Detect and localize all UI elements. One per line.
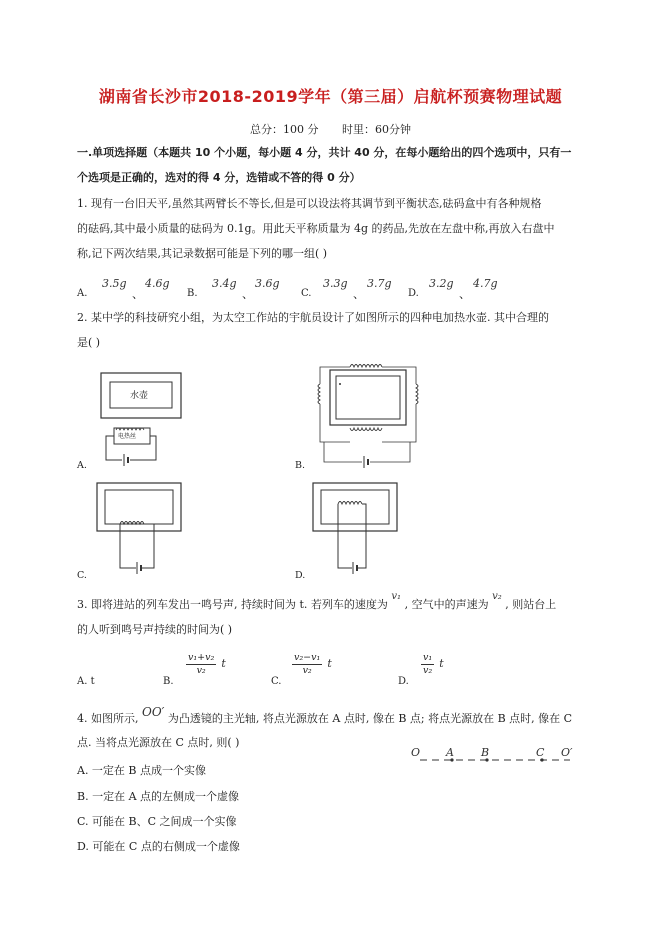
q1-option-b-sep: 、 <box>242 287 254 301</box>
axis-label-a: A <box>446 746 454 759</box>
q2-line1: 2. 某中学的科技研究小组，为太空工作站的宇航员设计了如图所示的四种电加热水壶. 其中合理的 <box>77 311 549 324</box>
q2-option-d-label: D. <box>295 570 306 581</box>
q3-b-t: t <box>221 657 226 670</box>
diagram-b <box>316 362 426 467</box>
q4-line1-part1: 4. 如图所示, <box>77 712 139 725</box>
q1-line2: 的砝码,其中最小质量的砝码为 0.1g。用此天平称质量为 4g 的药品,先放在左盘中称,再放入右盘中 <box>77 222 555 235</box>
q2-option-b-label: B. <box>295 460 306 471</box>
q1-options <box>77 273 577 303</box>
q3-b-denominator: v₂ <box>196 665 206 676</box>
q3-line1-part3: , 则站台上 <box>505 598 557 611</box>
q3-c-numerator: v₂−v₁ <box>294 652 321 663</box>
axis-label-c: C <box>536 746 545 759</box>
q3-option-d-label: D. <box>398 676 409 687</box>
q1-option-c-label: C. <box>301 288 312 299</box>
q4-option-d: D. 可能在 C 点的右侧成一个虚像 <box>77 840 240 853</box>
q3-d-numerator: v₁ <box>423 652 433 663</box>
q3-d-t: t <box>439 657 444 670</box>
q3-option-c-label: C. <box>271 676 282 687</box>
q3-v1: v₁ <box>391 591 402 602</box>
q3-line1-part1: 3. 即将进站的列车发出一鸣号声, 持续时间为 t. 若列车的速度为 <box>77 598 388 611</box>
diagram-c <box>96 482 186 577</box>
page-title: 湖南省长沙市2018-2019学年（第三届）启航杯预赛物理试题 <box>98 87 563 106</box>
q4-line1-part2: 为凸透镜的主光轴, 将点光源放在 A 点时, 像在 B 点; 将点光源放在 B 点时, 像在 C <box>167 712 573 725</box>
q3-option-d-expr <box>421 652 444 677</box>
q3-option-a: A. t <box>77 676 95 687</box>
q3-c-denominator: v₂ <box>302 665 312 676</box>
section-heading-line2: 个选项是正确的，选对的得 4 分，选错或不答的得 0 分） <box>77 171 361 184</box>
exam-meta <box>0 121 661 137</box>
diagram-d <box>312 482 402 577</box>
q3-option-b-expr <box>186 652 226 677</box>
q3-b-numerator: v₁+v₂ <box>188 652 215 663</box>
diagram-a <box>100 372 190 467</box>
q1-option-c-value1: 3.3g <box>323 277 348 290</box>
q4-axis-symbol: OO′ <box>142 705 165 719</box>
q4-line1 <box>77 705 573 726</box>
q2-option-a-label: A. <box>77 460 87 471</box>
q1-line1: 1. 现有一台旧天平,虽然其两臂长不等长,但是可以设法将其调节到平衡状态,砝码盒中有各种规格 <box>77 197 542 210</box>
kettle-label: 水壶 <box>130 391 149 401</box>
q1-line3: 称,记下两次结果,其记录数据可能是下列的哪一组( ) <box>77 247 328 260</box>
heater-label: 电热丝 <box>118 433 137 440</box>
q3-d-denominator: v₂ <box>423 665 433 676</box>
q1-option-d-value2: 4.7g <box>473 277 498 290</box>
q4-option-a: A. 一定在 B 点成一个实像 <box>77 764 207 777</box>
q4-option-b: B. 一定在 A 点的左侧成一个虚像 <box>77 790 240 803</box>
q2-line2: 是( ) <box>77 336 101 349</box>
q1-option-b-value1: 3.4g <box>212 277 237 290</box>
q1-option-b-value2: 3.6g <box>255 277 280 290</box>
q1-option-a-sep: 、 <box>132 287 144 301</box>
q1-option-c-value2: 3.7g <box>367 277 392 290</box>
q1-option-c-sep: 、 <box>353 287 365 301</box>
q3-line1-part2: , 空气中的声速为 <box>404 598 489 611</box>
q3-option-c-expr <box>292 652 332 677</box>
axis-label-o: O <box>411 746 421 759</box>
q2-option-c-label: C. <box>77 570 87 581</box>
q1-option-b-label: B. <box>187 288 198 299</box>
axis-label-o-prime: O′ <box>561 746 573 759</box>
q1-option-a-value1: 3.5g <box>102 277 127 290</box>
q3-c-t: t <box>327 657 332 670</box>
q1-option-a-value2: 4.6g <box>145 277 170 290</box>
time-limit: 时里：60分钟 <box>342 123 411 136</box>
q4-line2: 点. 当将点光源放在 C 点时, 则( ) <box>77 736 240 749</box>
optical-axis-diagram <box>410 744 582 766</box>
q1-option-d-label: D. <box>408 288 419 299</box>
axis-label-b: B <box>481 746 490 759</box>
total-score: 总分：100 分 <box>250 123 319 136</box>
q4-option-c: C. 可能在 B、C 之间成一个实像 <box>77 815 237 828</box>
q3-line1 <box>77 591 557 613</box>
q3-option-b-label: B. <box>163 676 174 687</box>
q3-line2: 的人听到鸣号声持续的时间为( ) <box>77 623 233 636</box>
q1-option-a-label: A. <box>77 288 88 299</box>
q3-v2: v₂ <box>492 591 502 602</box>
q1-option-d-value1: 3.2g <box>429 277 454 290</box>
q1-option-d-sep: 、 <box>459 287 471 301</box>
section-heading-line1: 一.单项选择题（本题共 10 个小题，每小题 4 分，共计 40 分，在每小题给出的四个选项中，只有一 <box>77 146 572 159</box>
